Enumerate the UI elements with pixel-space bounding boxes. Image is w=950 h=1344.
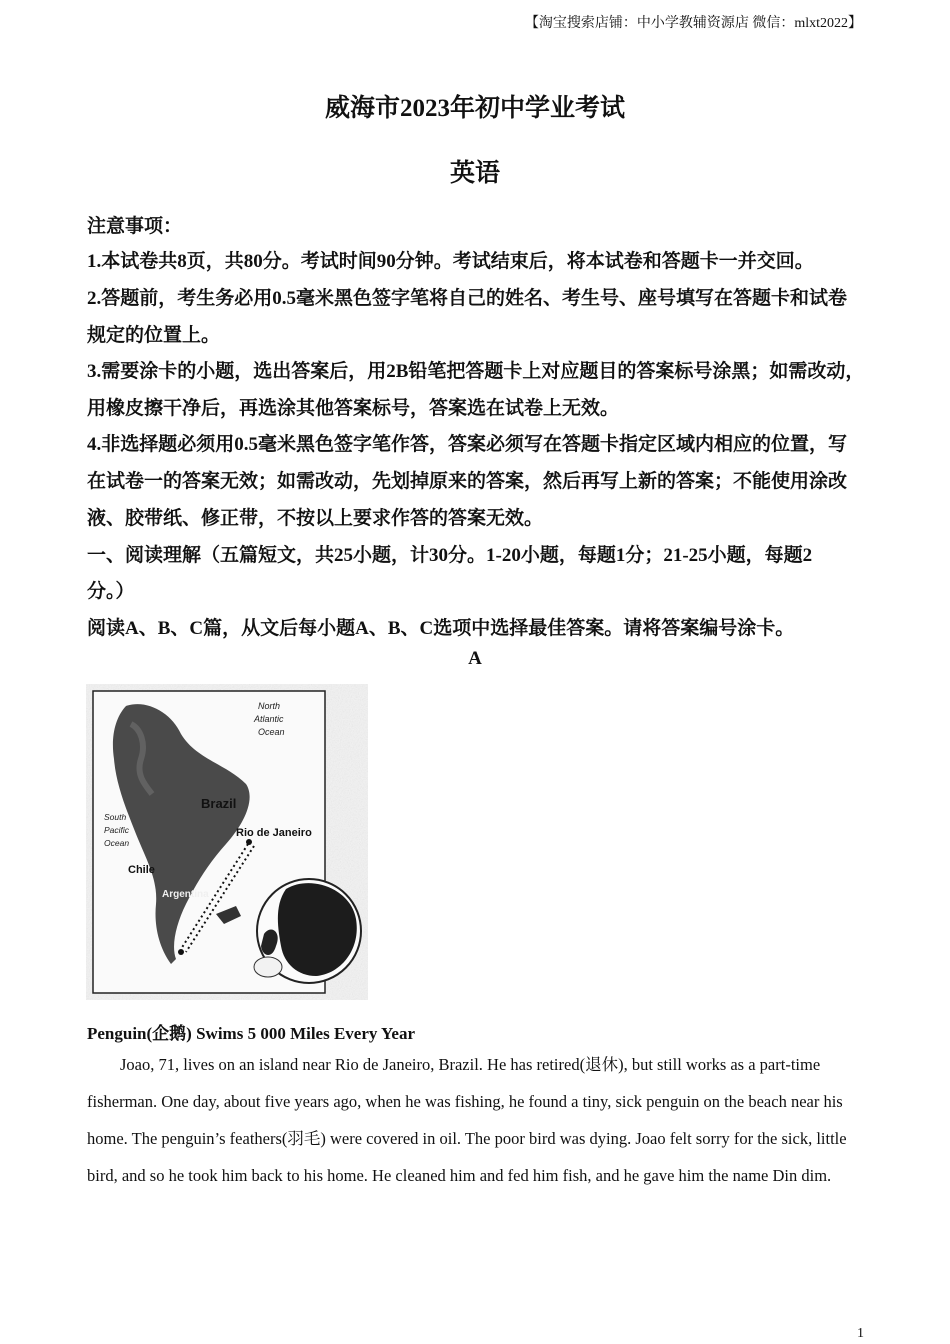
part-label: A bbox=[468, 648, 482, 669]
section-heading-line-1: 一、阅读理解（五篇短文，共25小题，计30分。1-20小题，每题1分；21-25小题，每题2 bbox=[87, 545, 813, 566]
notice-line-2: 2.答题前，考生务必用0.5毫米黑色签字笔将自己的姓名、考生号、座号填写在答题卡和试卷 bbox=[87, 288, 848, 309]
label-south-pacific-3: Ocean bbox=[104, 838, 130, 848]
label-north-atlantic-2: Atlantic bbox=[254, 714, 284, 724]
page-number: 1 bbox=[857, 1326, 864, 1341]
notice-line-6: 4.非选择题必须用0.5毫米黑色签字笔作答，答案必须写在答题卡指定区域内相应的位置，写 bbox=[87, 434, 848, 455]
article-title: Penguin(企鹅) Swims 5 000 Miles Every Year bbox=[87, 1024, 416, 1043]
notice-line-1: 1.本试卷共8页，共80分。考试时间90分钟。考试结束后，将本试卷和答题卡一并交回。 bbox=[87, 251, 814, 272]
section-instruction: 阅读A、B、C篇，从文后每小题A、B、C选项中选择最佳答案。请将答案编号涂卡。 bbox=[87, 618, 795, 639]
header-shop-note: 【淘宝搜索店铺：中小学教辅资源店 微信：mlxt2022】 bbox=[524, 16, 862, 31]
exam-title: 威海市2023年初中学业考试 bbox=[324, 95, 625, 122]
notice-line-7: 在试卷一的答案无效；如需改动，先划掉原来的答案，然后再写上新的答案；不能使用涂改 bbox=[87, 471, 848, 492]
label-south-pacific-1: South bbox=[104, 812, 127, 822]
label-rio: Rio de Janeiro bbox=[236, 827, 312, 839]
section-heading-line-2: 分。） bbox=[87, 581, 135, 602]
notice-heading: 注意事项： bbox=[87, 216, 183, 237]
penguin-route-map bbox=[86, 684, 368, 1000]
label-argentina: Argentina bbox=[162, 889, 209, 900]
label-north-atlantic-3: Ocean bbox=[258, 727, 285, 737]
label-chile: Chile bbox=[128, 864, 155, 876]
article-paragraph: Joao, 71, lives on an island near Rio de Janeiro, Brazil. He has retired(退休), but still works as a part-time fisherman. One day, about five years ago, when he was fishing, he found a tiny, sick penguin on the beach near his home. The penguin’s feathers(羽毛) were covered in oil. The poor bird was dying. Joao felt sorry for the sick, little bird, and so he took him back to his home. He cleaned him and fed him fish, and he gave him the name Din dim. bbox=[87, 1055, 847, 1185]
notice-line-3: 规定的位置上。 bbox=[87, 325, 221, 346]
label-north-atlantic-1: North bbox=[258, 701, 281, 711]
notice-line-4: 3.需要涂卡的小题，选出答案后，用2B铅笔把答题卡上对应题目的答案标号涂黑；如需改动， bbox=[87, 361, 865, 382]
exam-subject: 英语 bbox=[449, 160, 500, 187]
notice-line-5: 用橡皮擦干净后，再选涂其他答案标号，答案选在试卷上无效。 bbox=[87, 398, 620, 419]
label-brazil: Brazil bbox=[201, 796, 237, 811]
notice-line-8: 液、胶带纸、修正带，不按以上要求作答的答案无效。 bbox=[87, 508, 544, 529]
label-south-pacific-2: Pacific bbox=[104, 825, 130, 835]
